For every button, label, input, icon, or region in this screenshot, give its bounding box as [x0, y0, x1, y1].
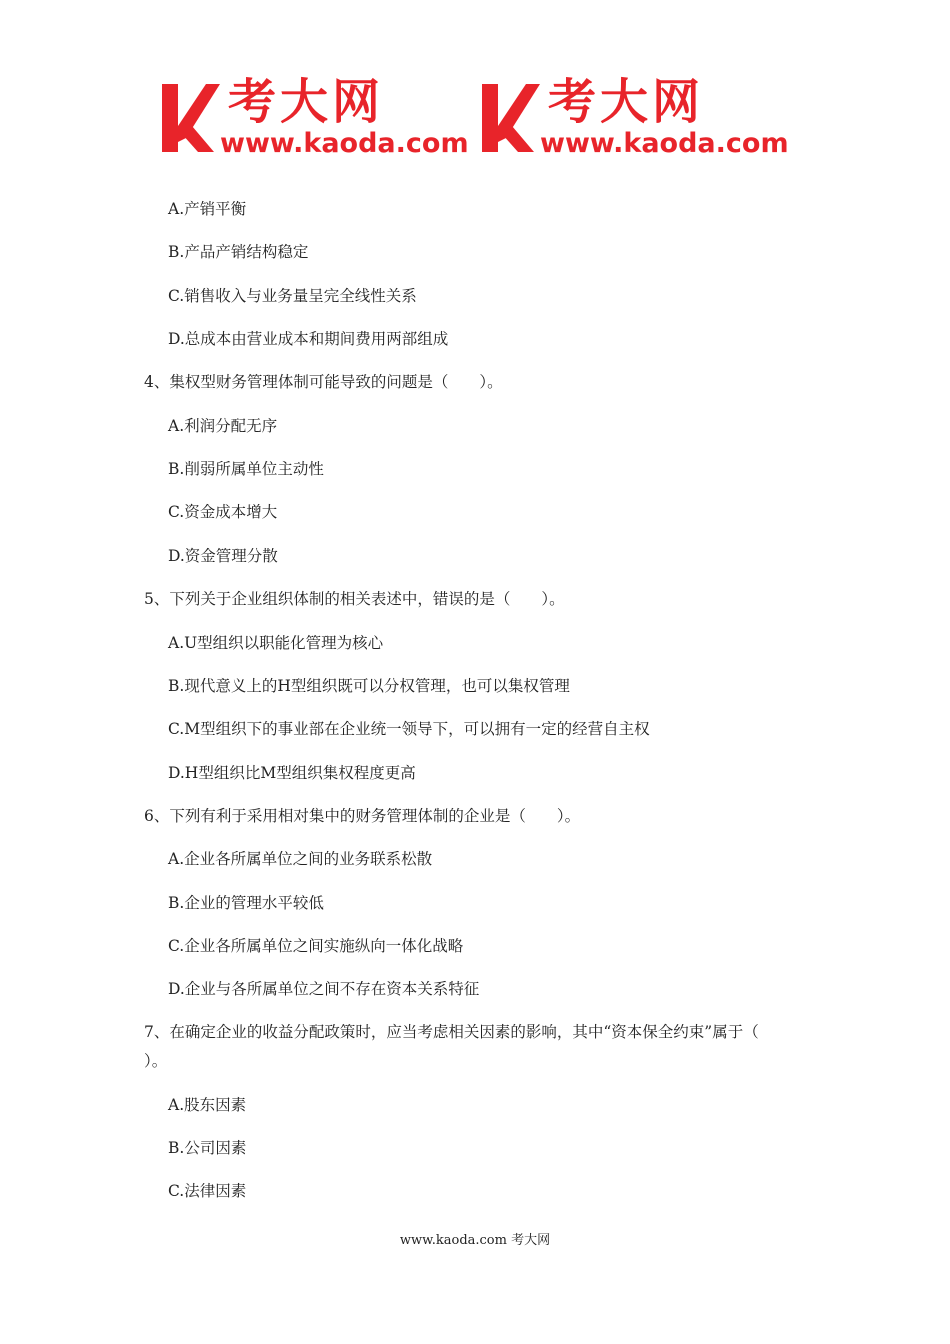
answer-option: C.企业各所属单位之间实施纵向一体化战略 [168, 937, 464, 955]
answer-option: B.削弱所属单位主动性 [168, 460, 324, 478]
answer-option: D.资金管理分散 [168, 547, 278, 565]
answer-option: D.总成本由营业成本和期间费用两部组成 [168, 330, 449, 348]
answer-option: B.产品产销结构稳定 [168, 243, 309, 261]
logo-chinese-text: 考大网 [228, 74, 385, 130]
kaoda-logo [160, 74, 480, 164]
answer-option: A.利润分配无序 [168, 417, 278, 435]
answer-option: A.股东因素 [168, 1096, 247, 1114]
answer-option: C.M型组织下的事业部在企业统一领导下，可以拥有一定的经营自主权 [168, 720, 650, 738]
logo-chinese-text: 考大网 [548, 74, 705, 130]
question-text: 7、在确定企业的收益分配政策时，应当考虑相关因素的影响，其中“资本保全约束”属于（ [144, 1023, 759, 1041]
answer-option: C.销售收入与业务量呈完全线性关系 [168, 287, 417, 305]
logo-url-text: www.kaoda.com [540, 128, 789, 159]
k-logo-icon [480, 82, 542, 154]
answer-option: A.U型组织以职能化管理为核心 [168, 634, 384, 652]
answer-option: B.现代意义上的H型组织既可以分权管理，也可以集权管理 [168, 677, 570, 695]
question-text: 4、集权型财务管理体制可能导致的问题是（ ）。 [144, 373, 503, 391]
answer-option: A.产销平衡 [168, 200, 247, 218]
question-text: 5、下列关于企业组织体制的相关表述中，错误的是（ ）。 [144, 590, 565, 608]
page-footer: www.kaoda.com 考大网 [399, 1233, 551, 1248]
question-text: 6、下列有利于采用相对集中的财务管理体制的企业是（ ）。 [144, 807, 581, 825]
answer-option: B.企业的管理水平较低 [168, 894, 324, 912]
answer-option: A.企业各所属单位之间的业务联系松散 [168, 850, 433, 868]
k-logo-icon [160, 82, 222, 154]
answer-option: B.公司因素 [168, 1139, 247, 1157]
logo-url-text: www.kaoda.com [220, 128, 469, 159]
answer-option: D.企业与各所属单位之间不存在资本关系特征 [168, 980, 480, 998]
answer-option: D.H型组织比M型组织集权程度更高 [168, 764, 416, 782]
answer-option: C.资金成本增大 [168, 503, 278, 521]
answer-option: C.法律因素 [168, 1182, 247, 1200]
question-text: ）。 [144, 1052, 168, 1070]
kaoda-logo [480, 74, 800, 164]
